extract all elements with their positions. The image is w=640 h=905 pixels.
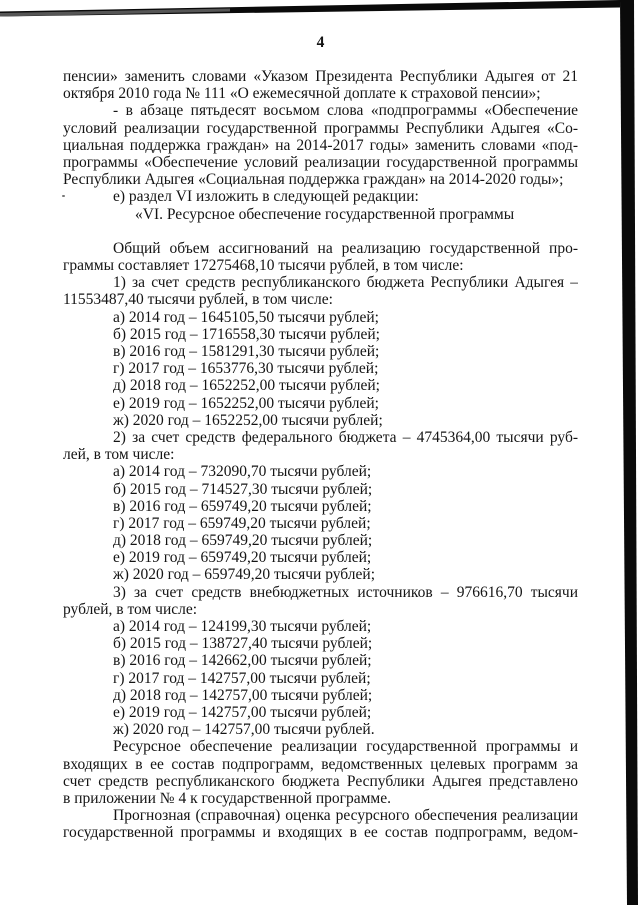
page-number: 4 (316, 34, 325, 51)
text-line: Общий объем ассигнований на реализацию государственной про- (113, 239, 578, 257)
text-line: условий реализации государственной программы Республики Адыгея «Со- (63, 119, 578, 137)
scan-edge-top-shade (0, 9, 230, 17)
text-line: г) 2017 год – 142757,00 тысячи рублей; (113, 669, 371, 687)
text-line: государственной программы и входящих в ее состав подпрограмм, ведом- (63, 824, 578, 842)
text-line: в) 2016 год – 142662,00 тысячи рублей; (113, 652, 372, 670)
text-line: программы «Обеспечение условий реализации государственной программы (63, 153, 578, 171)
text-line: в) 2016 год – 659749,20 тысячи рублей; (113, 497, 372, 515)
text-line: г) 2017 год – 1653776,30 тысячи рублей; (113, 360, 379, 378)
text-line: а) 2014 год – 732090,70 тысячи рублей; (113, 463, 372, 481)
text-line: б) 2015 год – 1716558,30 тысячи рублей; (113, 325, 380, 343)
text-line: д) 2018 год – 659749,20 тысячи рублей; (113, 532, 373, 550)
text-line: циальная поддержка граждан» на 2014-2017 годы» заменить словами «под- (63, 136, 578, 154)
text-line: в) 2016 год – 1581291,30 тысячи рублей; (113, 343, 380, 360)
text-line: - в абзаце пятьдесят восьмом слова «подпрограммы «Обеспечение (113, 102, 578, 120)
text-line: 2) за счет средств федерального бюджета – 4745364,00 тысячи руб- (113, 428, 578, 446)
text-line: пенсии» заменить словами «Указом Президента Республики Адыгея от 21 (63, 68, 578, 85)
text-line: лей, в том числе: (63, 446, 175, 464)
text-line: 1) за счет средств республиканского бюджета Республики Адыгея – (113, 274, 578, 292)
text-line: е) 2019 год – 1652252,00 тысячи рублей; (113, 394, 379, 412)
text-line: Республики Адыгея «Социальная поддержка граждан» на 2014-2020 годы»; (63, 171, 564, 189)
document-body (63, 68, 578, 841)
text-line: а) 2014 год – 124199,30 тысячи рублей; (113, 618, 372, 635)
text-line: 3) за счет средств внебюджетных источников – 976616,70 тысячи (113, 583, 578, 601)
text-line: счет средств республиканского бюджета Республики Адыгея представлено (63, 772, 578, 790)
text-line: е) раздел VI изложить в следующей редакции: (113, 188, 419, 206)
text-line: 11553487,40 тысячи рублей, в том числе: (63, 291, 333, 309)
text-line: в приложении № 4 к государственной программе. (63, 789, 391, 807)
text-line: д) 2018 год – 142757,00 тысячи рублей; (113, 686, 373, 704)
text-line: октября 2010 года № 111 «О ежемесячной доплате к страховой пенсии»; (63, 85, 541, 103)
scan-edge-right (620, 0, 638, 905)
text-line: а) 2014 год – 1645105,50 тысячи рублей; (113, 308, 379, 326)
text-line: «VI. Ресурсное обеспечение государственной программы (135, 205, 515, 223)
text-line: ж) 2020 год – 142757,00 тысячи рублей. (113, 721, 375, 739)
text-line: е) 2019 год – 659749,20 тысячи рублей; (113, 549, 372, 567)
text-line: е) 2019 год – 142757,00 тысячи рублей; (113, 703, 372, 721)
text-line: б) 2015 год – 714527,30 тысячи рублей; (113, 480, 373, 498)
text-line: д) 2018 год – 1652252,00 тысячи рублей; (113, 377, 380, 395)
text-line: входящих в ее состав подпрограмм, ведомственных целевых программ за (63, 755, 578, 773)
text-line: рублей, в том числе: (63, 600, 198, 618)
scan-edge-top (0, 0, 620, 17)
text-line: граммы составляет 17275468,10 тысячи рублей, в том числе: (63, 257, 464, 275)
text-line: Ресурсное обеспечение реализации государственной программы и (113, 738, 578, 756)
text-line: ж) 2020 год – 1652252,00 тысячи рублей; (113, 411, 383, 429)
text-line: Прогнозная (справочная) оценка ресурсного обеспечения реализации (113, 807, 578, 825)
text-line: б) 2015 год – 138727,40 тысячи рублей; (113, 635, 373, 653)
text-line: ж) 2020 год – 659749,20 тысячи рублей; (113, 566, 376, 584)
text-line: г) 2017 год – 659749,20 тысячи рублей; (113, 514, 371, 532)
